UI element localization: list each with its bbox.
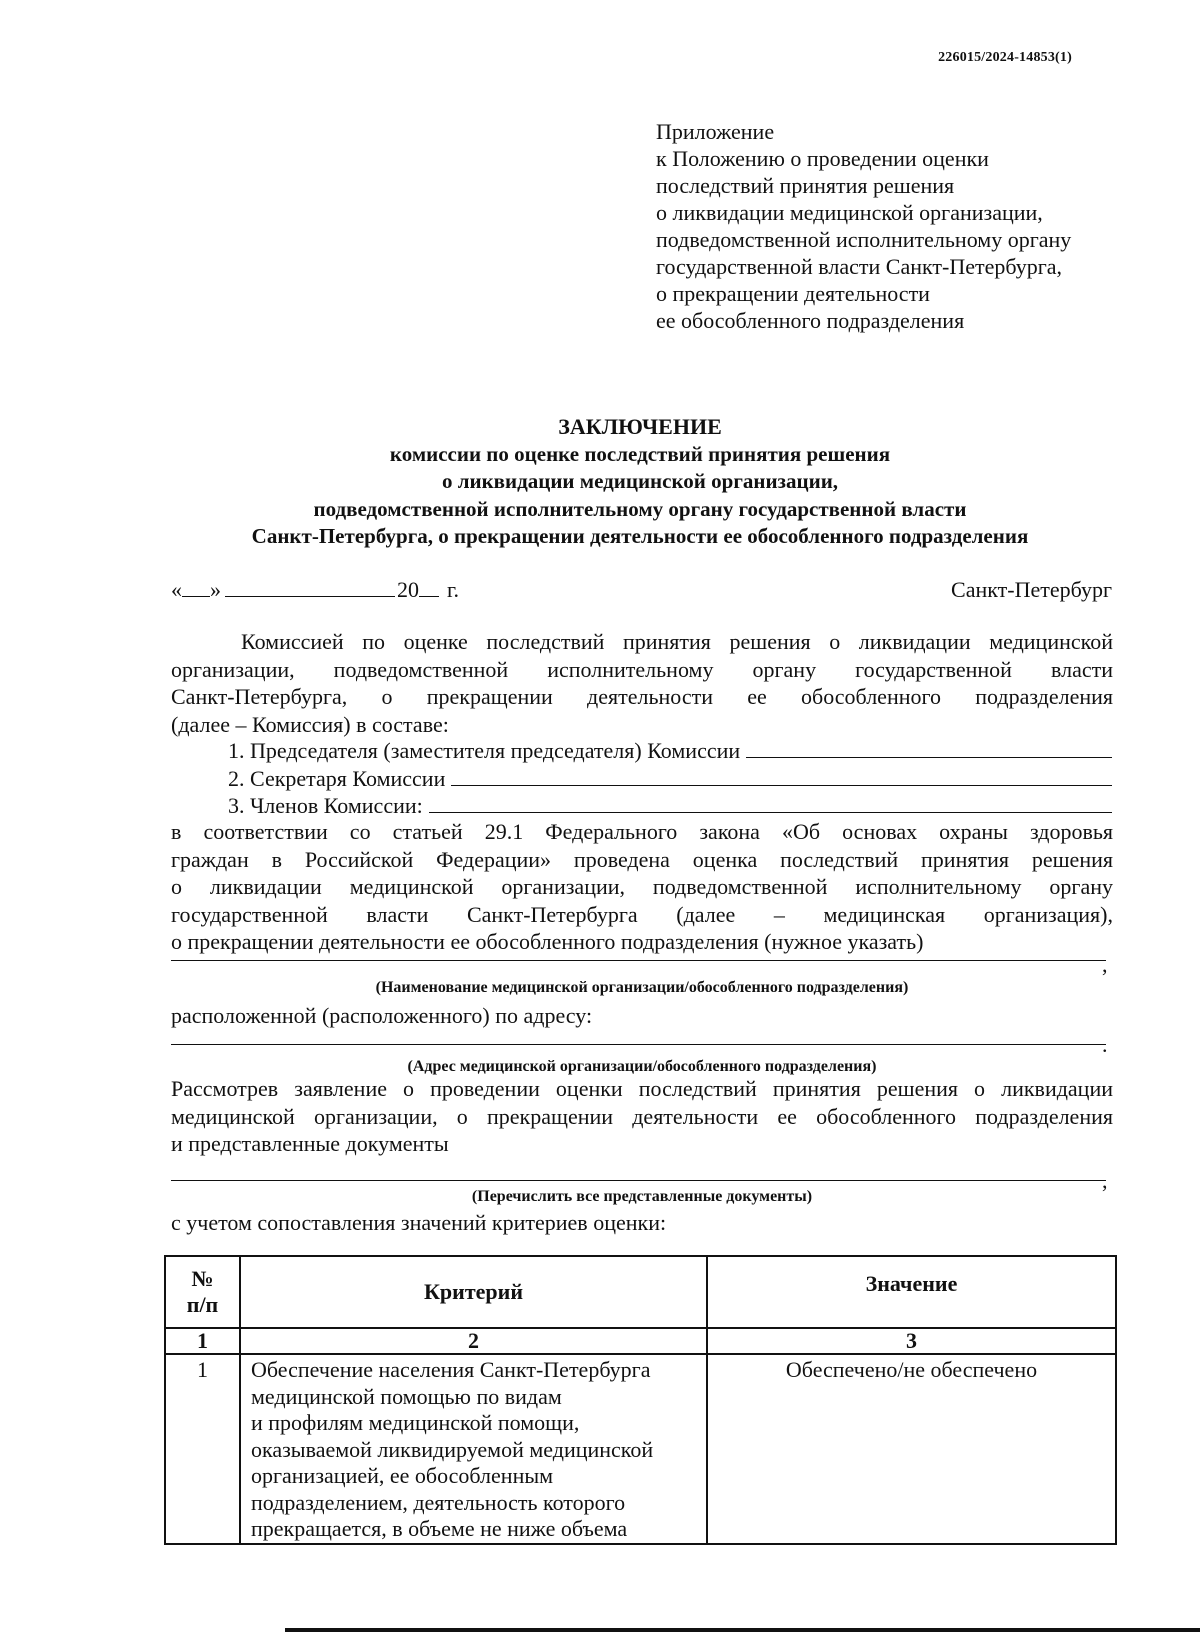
table-row (165, 1354, 1116, 1544)
city: Санкт-Петербург (951, 577, 1112, 602)
appendix-line: подведомственной исполнительному органу (656, 227, 1072, 252)
documents-comma: , (1102, 1168, 1108, 1193)
document-title (140, 413, 1140, 551)
criterion-line: медицинской помощью по видам (251, 1383, 562, 1409)
criterion-line: организацией, ее обособленным (251, 1463, 554, 1488)
header-num: № п/п (165, 1256, 240, 1328)
appendix-line: о ликвидации медицинской организации, (656, 200, 1043, 225)
address-period: . (1102, 1032, 1108, 1057)
table-header-row (165, 1256, 1116, 1328)
appendix-line: о прекращении деятельности (656, 281, 930, 306)
bottom-divider (285, 1628, 1200, 1632)
title-line: комиссии по оценке последствий принятия решения (389, 441, 891, 466)
criterion-line: прекращается, в объеме не ниже объема (251, 1516, 628, 1541)
basis-line: граждан в Российской Федерации» проведена оценка последствий принятия решения (171, 846, 1113, 872)
column-number: 2 (240, 1328, 707, 1354)
member-label: 3. Членов Комиссии: (228, 793, 423, 818)
org-name-caption: (Наименование медицинской организации/обособленного подразделения) (375, 979, 909, 996)
member-secretary-row (228, 766, 1112, 792)
address-caption: (Адрес медицинской организации/обособленного подразделения) (407, 1058, 877, 1075)
org-name-comma: , (1102, 952, 1108, 977)
year-suffix: г. (447, 577, 460, 602)
intro-paragraph (171, 628, 1113, 738)
member-label: 2. Секретаря Комиссии (228, 766, 446, 791)
row-value: Обеспечено/не обеспечено (707, 1354, 1116, 1544)
header-value: Значение (707, 1256, 1116, 1328)
date-open-quote: « (171, 577, 182, 602)
intro-line: Комиссией по оценке последствий принятия решения о ликвидации медицинской (241, 629, 1113, 654)
intro-line: (далее – Комиссия) в составе: (171, 711, 449, 737)
row-criterion (240, 1354, 707, 1544)
documents-blank[interactable] (171, 1180, 1106, 1181)
appendix-line: государственной власти Санкт-Петербурга, (656, 254, 1063, 279)
title-line: подведомственной исполнительному органу государственной власти (313, 496, 967, 521)
documents-caption: (Перечислить все представленные документы) (471, 1188, 813, 1205)
review-line: медицинской организации, о прекращении деятельности ее обособленного подразделения (171, 1103, 1113, 1129)
column-number: 1 (165, 1328, 240, 1354)
basis-line: о прекращении деятельности ее обособленного подразделения (нужное указать) (171, 929, 924, 954)
basis-line: государственной власти Санкт-Петербурга (далее – медицинская организация), (171, 901, 1113, 927)
date-close-quote: » (210, 577, 221, 602)
member-chairman-row (228, 738, 1112, 764)
comparison-label: с учетом сопоставления значений критериев оценки: (171, 1210, 667, 1235)
review-line: Рассмотрев заявление о проведении оценки последствий принятия решения о ликвидации (171, 1076, 1113, 1101)
row-num: 1 (165, 1354, 240, 1544)
column-number: 3 (707, 1328, 1116, 1354)
review-paragraph (171, 1075, 1113, 1158)
org-name-blank[interactable] (171, 960, 1106, 961)
address-blank[interactable] (171, 1044, 1106, 1045)
members-blank[interactable] (429, 794, 1112, 813)
document-id: 226015/2024-14853(1) (938, 50, 1072, 65)
header-criterion: Критерий (240, 1256, 707, 1328)
criterion-line: Обеспечение населения Санкт-Петербурга (251, 1357, 651, 1382)
title-line: о ликвидации медицинской организации, (441, 469, 839, 493)
appendix-header (656, 118, 1136, 334)
basis-paragraph (171, 818, 1113, 956)
criteria-table (164, 1255, 1117, 1545)
appendix-line: к Положению о проведении оценки (656, 146, 989, 171)
month-blank[interactable] (225, 595, 395, 597)
appendix-line: ее обособленного подразделения (656, 308, 965, 333)
appendix-line: Приложение (656, 119, 775, 144)
located-label: расположенной (расположенного) по адресу: (171, 1003, 593, 1028)
day-blank[interactable] (182, 595, 210, 597)
secretary-blank[interactable] (451, 767, 1112, 786)
criterion-line: подразделением, деятельность которого (251, 1489, 626, 1515)
criterion-line: и профилям медицинской помощи, (251, 1410, 580, 1435)
date-line (171, 577, 459, 603)
appendix-line: последствий принятия решения (656, 173, 955, 198)
basis-line: о ликвидации медицинской организации, подведомственной исполнительному органу (171, 874, 1113, 899)
review-line: и представленные документы (171, 1131, 449, 1156)
intro-line: организации, подведомственной исполнительному органу государственной власти (171, 656, 1113, 682)
basis-line: в соответствии со статьей 29.1 Федерального закона «Об основах охраны здоровья (171, 819, 1113, 844)
chairman-blank[interactable] (746, 739, 1112, 758)
title-line: Санкт-Петербурга, о прекращении деятельности ее обособленного подразделения (251, 524, 1029, 548)
member-label: 1. Председателя (заместителя председателя) Комиссии (228, 738, 741, 763)
intro-line: Санкт-Петербурга, о прекращении деятельности ее обособленного подразделения (171, 684, 1113, 709)
member-members-row (228, 793, 1112, 819)
year-prefix: 20 (397, 577, 419, 602)
year-blank[interactable] (419, 595, 439, 597)
criterion-line: оказываемой ликвидируемой медицинской (251, 1436, 654, 1462)
column-number-row (165, 1328, 1116, 1354)
title-main: ЗАКЛЮЧЕНИЕ (558, 414, 722, 439)
